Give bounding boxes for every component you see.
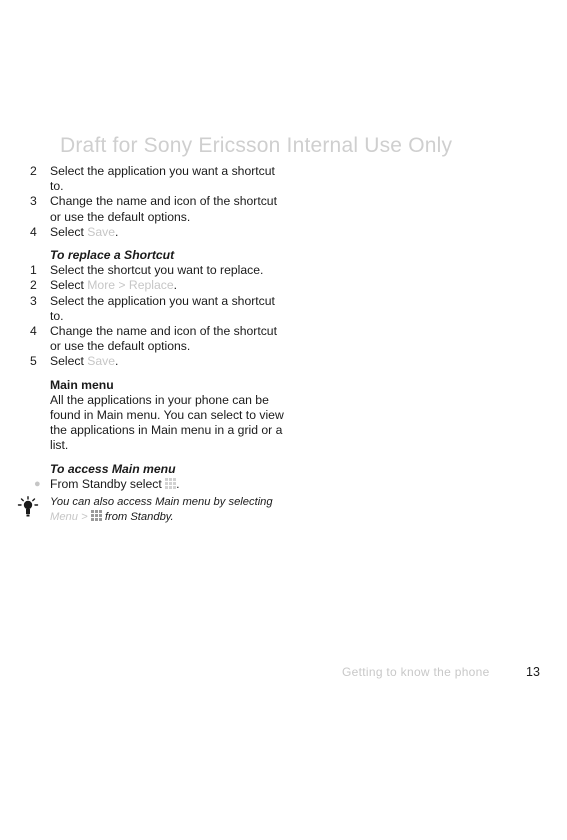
step-item	[30, 164, 290, 194]
page-number: 13	[526, 665, 540, 679]
bullet-icon: ●	[34, 477, 41, 490]
step-number: 2	[30, 278, 37, 293]
tip-text-suffix: from Standby.	[101, 510, 174, 523]
access-main-menu-heading: To access Main menu	[50, 461, 176, 476]
grid-menu-icon	[91, 510, 102, 521]
draft-watermark: Draft for Sony Ericsson Internal Use Only	[60, 134, 453, 157]
lightbulb-icon	[17, 496, 39, 520]
page-footer	[342, 665, 542, 679]
step-number: 4	[30, 224, 37, 239]
step-text: Change the name and icon of the shortcut or use the default options.	[50, 194, 277, 224]
softkey-save: Save	[87, 224, 116, 239]
access-step-suffix: .	[176, 476, 180, 491]
tip-note	[30, 496, 290, 525]
access-step	[30, 477, 290, 492]
softkey-menu: Menu	[50, 510, 78, 523]
softkey-more-replace: More > Replace	[87, 278, 174, 293]
step-text-suffix: .	[115, 224, 119, 239]
tip-separator: >	[78, 510, 91, 523]
step-text-prefix: Select	[50, 354, 88, 369]
main-menu-heading: Main menu	[50, 377, 114, 392]
step-text-prefix: Select	[50, 278, 88, 293]
step-number: 3	[30, 194, 37, 209]
main-menu-paragraph: All the applications in your phone can be found in Main menu. You can select to view the applications in Main menu in a grid or a list.	[50, 392, 284, 453]
steps-add-shortcut	[30, 164, 290, 240]
softkey-save: Save	[87, 354, 116, 369]
step-item	[30, 324, 290, 354]
grid-menu-icon	[165, 478, 176, 489]
step-text-prefix: Select	[50, 224, 88, 239]
step-text-suffix: .	[115, 354, 119, 369]
step-number: 4	[30, 324, 37, 339]
step-text: Select the application you want a shortcut to.	[50, 164, 275, 194]
step-item	[30, 263, 290, 278]
footer-chapter-title: Getting to know the phone	[342, 665, 490, 679]
step-item	[30, 354, 290, 369]
step-item	[30, 225, 290, 240]
replace-shortcut-heading: To replace a Shortcut	[50, 248, 175, 263]
step-text: Change the name and icon of the shortcut or use the default options.	[50, 324, 277, 354]
step-text-suffix: .	[173, 278, 178, 293]
tip-text-prefix: You can also access Main menu by selecting	[50, 496, 273, 509]
page-content	[30, 164, 290, 525]
step-number: 2	[30, 164, 37, 178]
steps-replace-shortcut	[30, 263, 290, 369]
step-item	[30, 278, 290, 293]
step-number: 5	[30, 354, 37, 369]
step-item	[30, 194, 290, 224]
access-step-prefix: From Standby select	[50, 476, 166, 491]
step-text: Select the application you want a shortcut to.	[50, 293, 275, 323]
step-text: Select the shortcut you want to replace.	[50, 263, 264, 278]
step-item	[30, 294, 290, 324]
step-number: 1	[30, 263, 37, 278]
step-number: 3	[30, 293, 37, 308]
